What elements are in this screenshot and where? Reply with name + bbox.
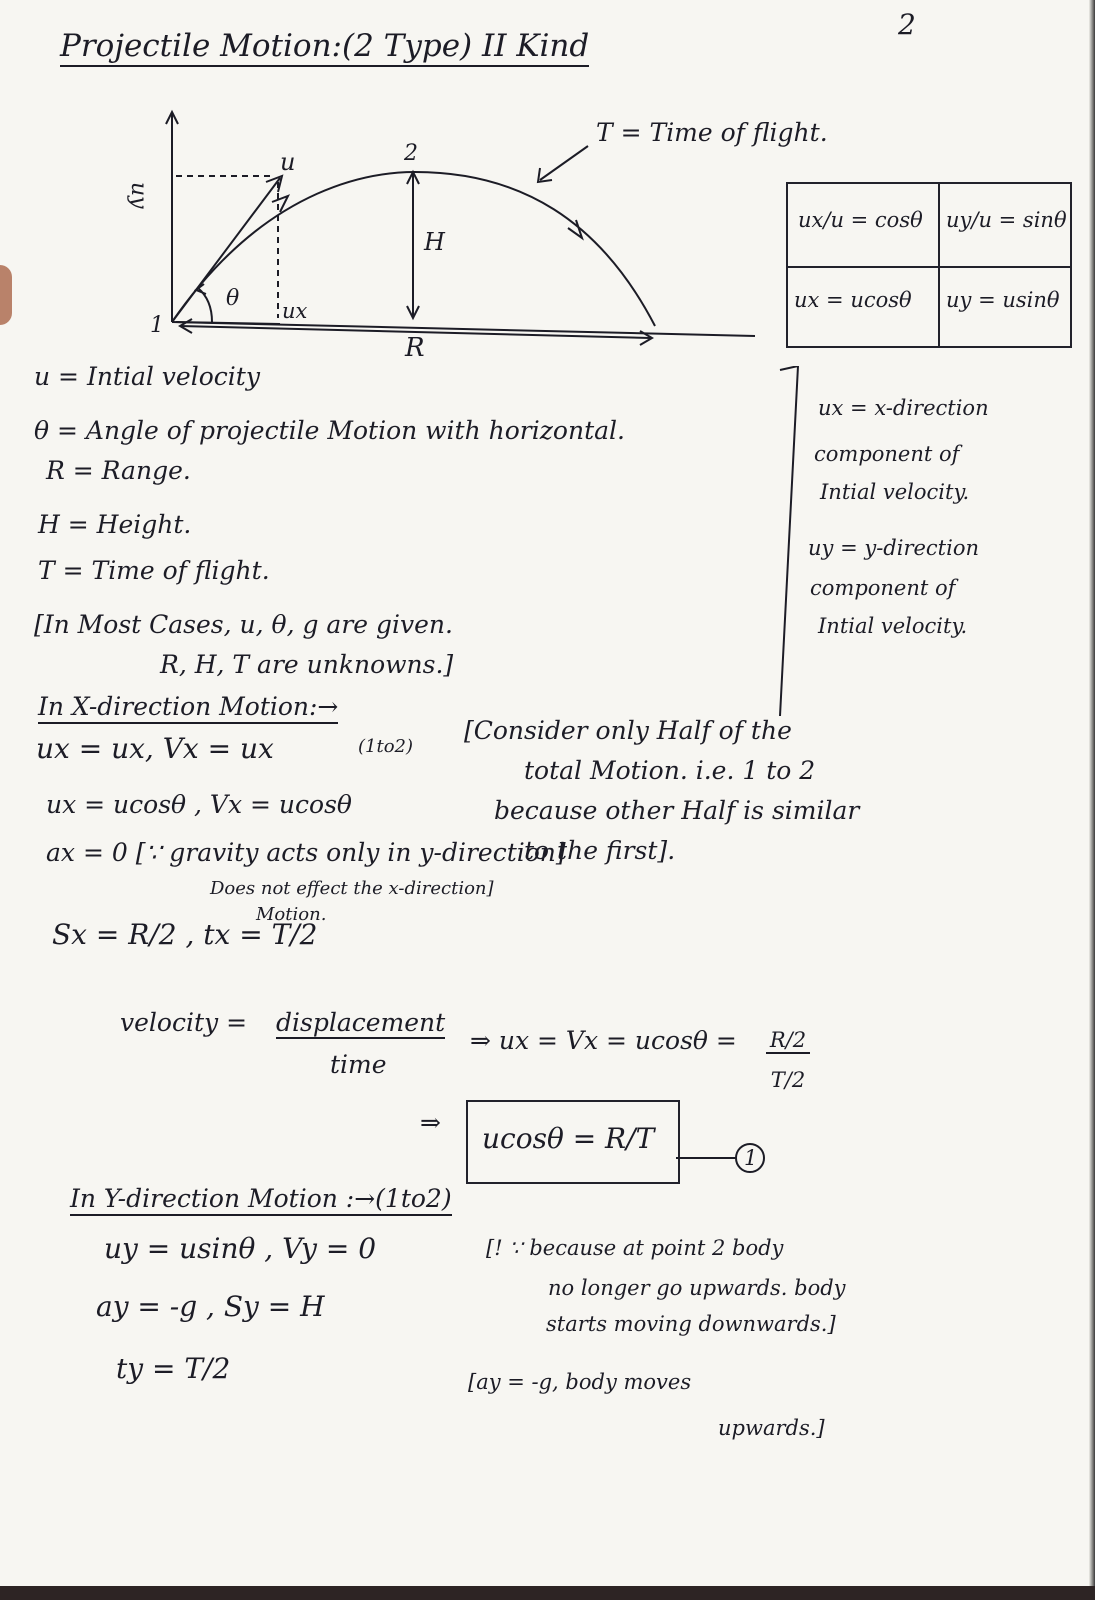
formula-ux-ratio: ux/u = cosθ — [798, 208, 923, 232]
velocity-label: velocity = — [120, 1008, 248, 1037]
boxed-equation-text: ucosθ = R/T — [482, 1122, 655, 1155]
label-point-2: 2 — [404, 141, 418, 166]
definition-theta: θ = Angle of projectile Motion with horizontal. — [34, 416, 625, 445]
x-eq-3-note: Does not effect the x-direction] — [210, 878, 494, 899]
label-u: u — [280, 148, 296, 176]
side-note-6: Intial velocity. — [818, 614, 968, 638]
velocity-time: time — [330, 1050, 387, 1079]
x-direction-range-tag: (1to2) — [358, 736, 414, 757]
given-note-line1: [In Most Cases, u, θ, g are given. — [34, 610, 453, 639]
consider-note-line3: because other Half is similar — [494, 796, 860, 825]
consider-note-line1: [Consider only Half of the — [464, 716, 792, 745]
velocity-displacement: displacement — [276, 1008, 446, 1037]
velocity-fraction-denominator: T/2 — [770, 1068, 806, 1092]
side-note-3: Intial velocity. — [820, 480, 970, 504]
y-eq-1: uy = usinθ , Vy = 0 — [104, 1232, 377, 1265]
formula-box — [786, 182, 1072, 348]
formula-uy-ratio: uy/u = sinθ — [946, 208, 1067, 232]
page-title: Projectile Motion:(2 Type) II Kind — [60, 28, 589, 67]
x-eq-3-note2: Motion. — [256, 904, 327, 925]
definition-u: u = Intial velocity — [34, 362, 260, 391]
definitions-bracket — [770, 366, 810, 726]
implies-arrow: ⇒ — [420, 1108, 441, 1137]
ay-note-line2: upwards.] — [718, 1416, 825, 1440]
formula-ux: ux = ucosθ — [794, 288, 912, 312]
definition-H: H = Height. — [38, 510, 192, 539]
x-eq-2: ux = ucosθ , Vx = ucosθ — [46, 790, 352, 819]
definition-R: R = Range. — [46, 456, 191, 485]
side-note-2: component of — [814, 442, 960, 466]
time-of-flight-annotation: T = Time of flight. — [596, 118, 828, 147]
y-direction-heading: In Y-direction Motion :→(1to2) — [70, 1184, 452, 1216]
label-uy: uy — [126, 182, 151, 209]
label-ux: ux — [282, 299, 308, 323]
boxed-equation — [466, 1100, 680, 1184]
label-R: R — [405, 333, 425, 363]
velocity-result: ⇒ ux = Vx = ucosθ = — [470, 1026, 737, 1055]
x-eq-3: ax = 0 [∵ gravity acts only in y-direction] — [46, 838, 566, 867]
label-point-1: 1 — [150, 313, 164, 338]
equation-number-connector — [676, 1134, 796, 1194]
equation-number: 1 — [744, 1146, 758, 1170]
x-eq-1: ux = ux, Vx = ux — [36, 732, 274, 765]
page-edge-left — [0, 265, 12, 325]
side-note-4: uy = y-direction — [808, 536, 980, 560]
consider-note-line2: total Motion. i.e. 1 to 2 — [524, 756, 816, 785]
y-note-line1: [! ∵ because at point 2 body — [486, 1236, 784, 1260]
formula-uy: uy = usinθ — [946, 288, 1060, 312]
y-eq-3: ty = T/2 — [116, 1352, 231, 1385]
given-note-line2: R, H, T are unknowns.] — [160, 650, 454, 679]
formula-box-divider — [938, 184, 940, 346]
x-direction-heading: In X-direction Motion:→ — [38, 692, 338, 724]
x-eq-4: Sx = R/2 , tx = T/2 — [52, 918, 318, 951]
y-eq-2: ay = -g , Sy = H — [96, 1290, 325, 1323]
page-number: 2 — [898, 8, 916, 41]
y-note-line2: no longer go upwards. body — [548, 1276, 846, 1300]
side-note-1: ux = x-direction — [818, 396, 989, 420]
y-note-line3: starts moving downwards.] — [546, 1312, 836, 1336]
label-theta: θ — [226, 286, 240, 311]
label-H: H — [424, 228, 445, 256]
definition-T: T = Time of flight. — [38, 556, 270, 585]
side-note-5: component of — [810, 576, 956, 600]
ay-note-line1: [ay = -g, body moves — [468, 1370, 692, 1394]
consider-note-line4: to the first]. — [524, 836, 676, 865]
velocity-fraction-numerator: R/2 — [766, 1028, 810, 1054]
page-edge-right — [1089, 0, 1095, 1600]
page-edge-bottom — [0, 1586, 1095, 1600]
formula-box-hdivider — [788, 266, 1070, 268]
